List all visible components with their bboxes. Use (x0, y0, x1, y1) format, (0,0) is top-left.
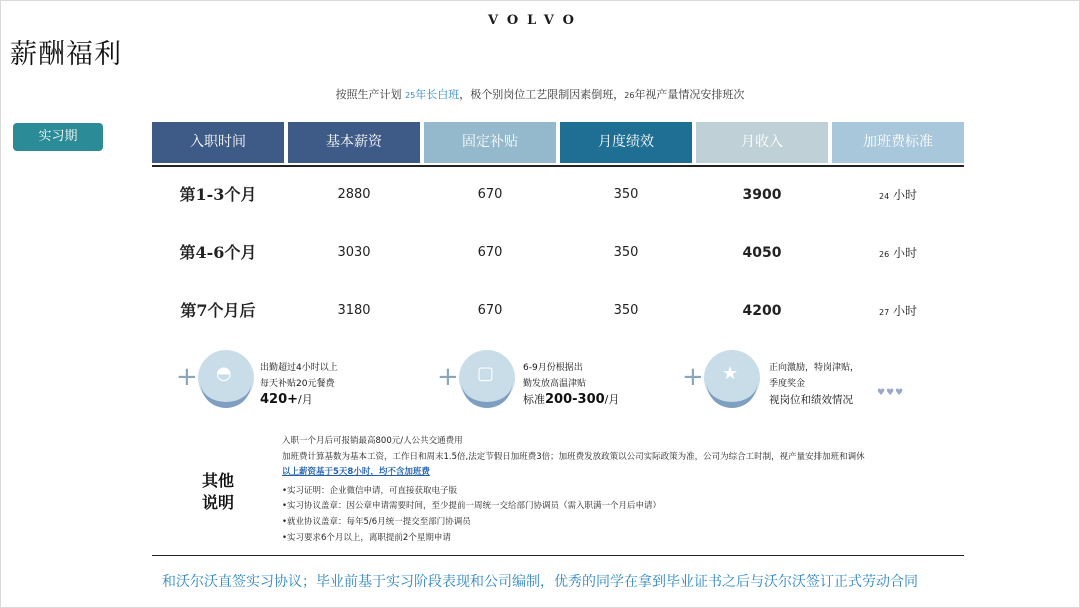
subtitle-post: 年视产量情况安排班次 (634, 88, 745, 101)
table-row (152, 238, 964, 268)
table-row (152, 296, 964, 326)
row-fixed: 670 (477, 303, 503, 318)
salary-table-header (152, 122, 964, 163)
bonus-line-1: 正向激励，特岗津贴， (769, 363, 860, 373)
bonus-benefit (682, 350, 882, 410)
meal-benefit (176, 350, 376, 410)
header-monthly-income: 月收入 (696, 122, 828, 163)
meal-unit: /月 (298, 393, 313, 406)
decoration-dots: ♥♥♥ (877, 388, 905, 398)
note-item: •实习证明：企业微信申请，可直接获取电子版 (282, 485, 458, 496)
row-period: 第1-3个月 (179, 185, 257, 204)
row-perf: 350 (613, 303, 639, 318)
header-monthly-performance: 月度绩效 (560, 122, 692, 163)
heat-benefit (437, 350, 637, 410)
row-base: 2880 (337, 187, 371, 202)
meal-amount: 420+ (260, 392, 299, 407)
meal-benefit-text (260, 360, 380, 409)
bonus-line-3: 视岗位和绩效情况 (769, 394, 853, 406)
heat-line-1: 6-9月份根据出 (523, 363, 583, 373)
heat-amount: 200-300 (545, 392, 605, 407)
heat-benefit-text (523, 360, 643, 408)
meal-line-2: 每天补贴20元餐费 (260, 379, 335, 389)
row-total: 4200 (742, 303, 782, 319)
heat-prefix: 标准 (523, 393, 545, 406)
note-item-highlight: 以上薪资基于5天8小时，均不含加班费 (282, 467, 430, 478)
volvo-logo: VOLVO (488, 13, 583, 28)
plus-icon: + (437, 362, 459, 392)
header-overtime-standard: 加班费标准 (832, 122, 964, 163)
medal-icon: ★ (704, 350, 760, 406)
tshirt-icon: ▢ (459, 350, 515, 406)
other-title-2: 说明 (201, 493, 234, 512)
row-ot-unit: 小时 (893, 304, 918, 318)
header-start-time: 入职时间 (152, 122, 284, 163)
heat-line-2: 勤发放高温津贴 (523, 379, 587, 389)
bottom-divider (152, 555, 964, 556)
row-total: 4050 (742, 245, 782, 261)
header-fixed-allowance: 固定补贴 (424, 122, 556, 163)
row-period: 第4-6个月 (179, 243, 257, 262)
bowl-icon: ◓ (198, 350, 254, 406)
row-fixed: 670 (477, 245, 503, 260)
other-notes-list (282, 434, 972, 546)
header-base-salary: 基本薪资 (288, 122, 420, 163)
row-ot-unit: 小时 (893, 188, 918, 202)
note-item: •就业协议盖章：每年5/6月统一提交至部门协调员 (282, 516, 471, 527)
internship-period-tag: 实习期 (13, 123, 103, 151)
subtitle-highlight-num: 25 (405, 91, 416, 100)
row-ot-unit: 小时 (893, 246, 918, 260)
note-item: •实习协议盖章：因公章申请需要时间，至少提前一周统一交给部门协调员（需入职满一个月后申请） (282, 501, 662, 512)
row-base: 3030 (337, 245, 371, 260)
row-overtime (832, 296, 964, 328)
row-period: 第7个月后 (180, 301, 256, 320)
other-notes-title (193, 470, 243, 514)
plus-icon: + (176, 362, 198, 392)
row-perf: 350 (613, 245, 639, 260)
bonus-line-2: 季度奖金 (769, 379, 806, 389)
header-divider (152, 165, 964, 167)
table-row (152, 180, 964, 210)
note-item: •实习要求6个月以上，离职提前2个星期申请 (282, 532, 451, 543)
row-ot-num: 26 (878, 250, 890, 259)
row-overtime (832, 180, 964, 212)
meal-line-1: 出勤超过4小时以上 (260, 363, 338, 373)
row-total: 3900 (742, 187, 782, 203)
heat-unit: /月 (604, 393, 620, 406)
row-base: 3180 (337, 303, 371, 318)
row-fixed: 670 (477, 187, 503, 202)
row-overtime (832, 238, 964, 270)
bonus-benefit-text (769, 360, 889, 408)
other-title-1: 其他 (201, 471, 234, 490)
note-item: 入职一个月后可报销最高800元/人公共交通费用 (282, 436, 463, 446)
note-item: 加班费计算基数为基本工资，工作日和周末1.5倍,法定节假日加班费3倍；加班费发放政策以公司实际政策为准，公司为综合工时制，视产量安排加班和调休 (282, 451, 865, 462)
subtitle-highlight-text: 年长白班 (415, 88, 460, 101)
shift-subtitle (0, 86, 1080, 102)
subtitle-pre: 按照生产计划 (335, 88, 406, 101)
footer-statement: 和沃尔沃直签实习协议；毕业前基于实习阶段表现和公司编制，优秀的同学在拿到毕业证书之后与沃尔沃签订正式劳动合同 (162, 574, 918, 590)
subtitle-mid: ，极个别岗位工艺限制因素倒班， (459, 88, 625, 101)
page-title: 薪酬福利 (10, 39, 122, 70)
row-ot-num: 24 (878, 192, 890, 201)
row-perf: 350 (613, 187, 639, 202)
subtitle-num: 26 (624, 91, 635, 100)
plus-icon: + (682, 362, 704, 392)
row-ot-num: 27 (878, 308, 890, 317)
